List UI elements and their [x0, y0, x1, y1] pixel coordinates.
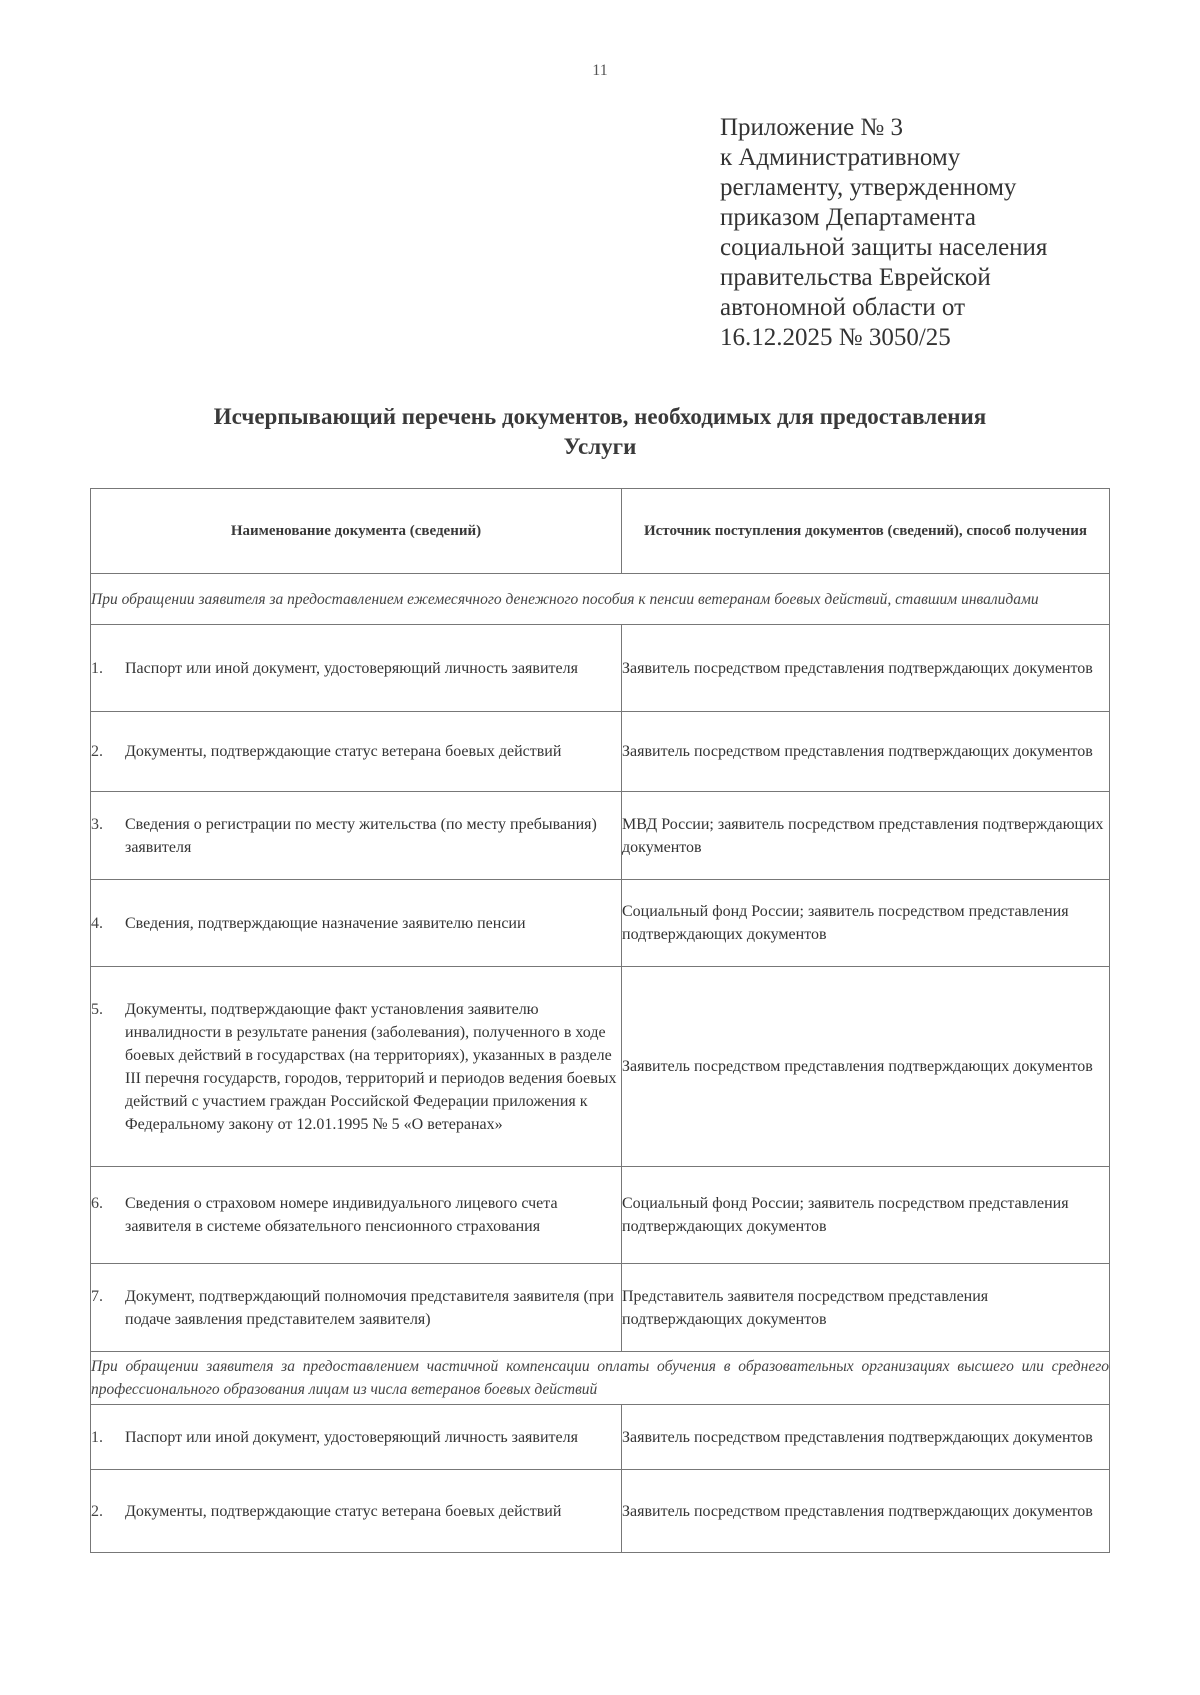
document-name-cell	[91, 712, 622, 792]
table-row	[91, 792, 1110, 880]
document-source: МВД России; заявитель посредством представления подтверждающих документов	[622, 792, 1110, 880]
row-number: 5.	[91, 1000, 103, 1018]
section-row	[91, 1352, 1110, 1405]
appendix-line: правительства Еврейской	[720, 264, 991, 291]
document-name-cell	[91, 625, 622, 712]
document-title	[90, 402, 1110, 462]
header-document-name: Наименование документа (сведений)	[91, 489, 622, 574]
row-number: 2.	[91, 743, 103, 760]
document-name-cell	[91, 1167, 622, 1264]
page-number: 11	[592, 62, 608, 79]
row-number: 6.	[91, 1195, 103, 1212]
row-number: 1.	[91, 1428, 103, 1446]
document-source: Социальный фонд России; заявитель посредством представления подтверждающих документов	[622, 1167, 1110, 1264]
appendix-line: социальной защиты населения	[720, 234, 1048, 261]
document-name: Документы, подтверждающие статус ветерана боевых действий	[125, 1502, 562, 1520]
document-name: Сведения, подтверждающие назначение заявителю пенсии	[125, 914, 526, 932]
row-number: 4.	[91, 914, 103, 932]
table-row	[91, 967, 1110, 1167]
document-source: Заявитель посредством представления подтверждающих документов	[622, 712, 1110, 792]
row-number: 3.	[91, 815, 103, 833]
appendix-line: 16.12.2025 № 3050/25	[720, 324, 951, 351]
document-name-cell	[91, 1264, 622, 1352]
table-row	[91, 1167, 1110, 1264]
row-number: 2.	[91, 1502, 103, 1520]
document-name: Документы, подтверждающие статус ветерана боевых действий	[125, 743, 562, 760]
table-row	[91, 625, 1110, 712]
table-row	[91, 1264, 1110, 1352]
documents-table	[90, 488, 1110, 1553]
appendix-line: регламенту, утвержденному	[720, 174, 1017, 201]
document-name-cell	[91, 967, 622, 1167]
section-title: При обращении заявителя за предоставлением частичной компенсации оплаты обучения в образовательных организациях высшего или среднего профессионального образования лицам из числа ветеранов боевых действий	[91, 1352, 1110, 1405]
document-source: Представитель заявителя посредством представления подтверждающих документов	[622, 1264, 1110, 1352]
document-source: Заявитель посредством представления подтверждающих документов	[622, 1470, 1110, 1553]
document-name: Паспорт или иной документ, удостоверяющий личность заявителя	[125, 659, 578, 677]
document-name-cell	[91, 792, 622, 880]
appendix-line: приказом Департамента	[720, 204, 976, 231]
section-row	[91, 574, 1110, 625]
document-source: Заявитель посредством представления подтверждающих документов	[622, 1405, 1110, 1470]
appendix-note	[720, 113, 1120, 353]
row-number: 7.	[91, 1287, 103, 1305]
document-name-cell	[91, 1405, 622, 1470]
document-source: Социальный фонд России; заявитель посредством представления подтверждающих документов	[622, 880, 1110, 967]
document-title-line: Исчерпывающий перечень документов, необходимых для предоставления	[213, 404, 987, 429]
section-title: При обращении заявителя за предоставлением ежемесячного денежного пособия к пенсии ветеранам боевых действий, ставшим инвалидами	[91, 574, 1110, 625]
header-document-source: Источник поступления документов (сведений), способ получения	[622, 489, 1110, 574]
document-name: Сведения о регистрации по месту жительства (по месту пребывания) заявителя	[125, 815, 597, 856]
table-row	[91, 1405, 1110, 1470]
appendix-line: к Административному	[720, 144, 961, 171]
document-source: Заявитель посредством представления подтверждающих документов	[622, 625, 1110, 712]
table-row	[91, 1470, 1110, 1553]
table-header-row	[91, 489, 1110, 574]
document-name-cell	[91, 1470, 622, 1553]
document-name: Сведения о страховом номере индивидуального лицевого счета заявителя в системе обязательного пенсионного страхования	[125, 1195, 558, 1235]
document-name: Документ, подтверждающий полномочия представителя заявителя (при подаче заявления представителем заявителя)	[125, 1287, 614, 1328]
appendix-line: автономной области от	[720, 294, 966, 321]
document-source: Заявитель посредством представления подтверждающих документов	[622, 967, 1110, 1167]
appendix-line: Приложение № 3	[720, 114, 904, 141]
document-name: Паспорт или иной документ, удостоверяющий личность заявителя	[125, 1428, 578, 1446]
document-title-line: Услуги	[563, 434, 637, 459]
document-name-cell	[91, 880, 622, 967]
table-row	[91, 712, 1110, 792]
document-name: Документы, подтверждающие факт установления заявителю инвалидности в результате ранения (заболевания), полученного в ходе боевых действий в государствах (на территориях), указанных в разделе III перечня государств, городов, территорий и периодов ведения боевых действий с участием граждан Российской Федерации приложения к Федеральному закону от 12.01.1995 № 5 «О ветеранах»	[125, 1000, 617, 1133]
row-number: 1.	[91, 659, 103, 677]
table-row	[91, 880, 1110, 967]
